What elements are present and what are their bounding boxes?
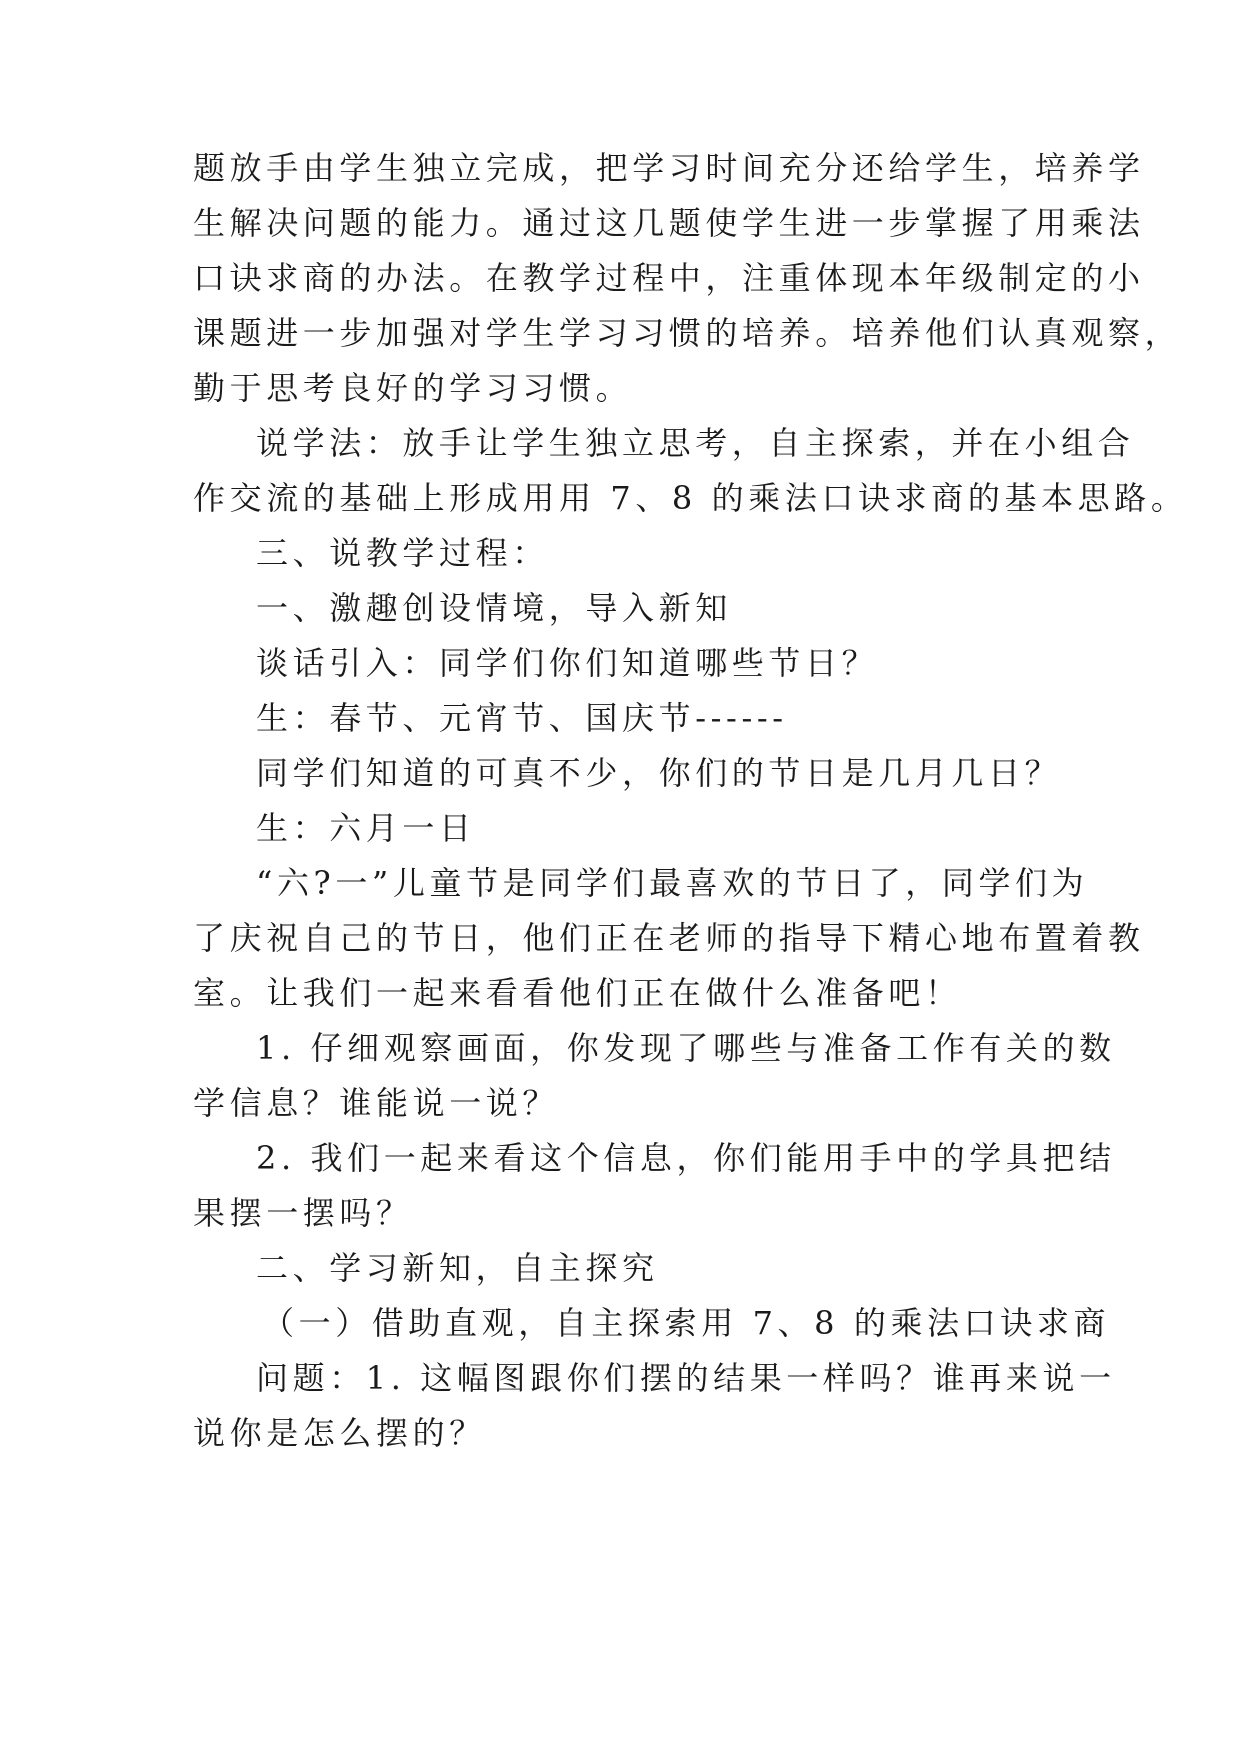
paragraph-line: 题放手由学生独立完成，把学习时间充分还给学生，培养学 — [193, 149, 1145, 187]
paragraph-line: 室。让我们一起来看看他们正在做什么准备吧！ — [193, 974, 962, 1012]
section-heading: 二、学习新知，自主探究 — [256, 1249, 659, 1287]
paragraph-line: 生：六月一日 — [256, 809, 476, 847]
paragraph-line: 同学们知道的可真不少，你们的节日是几月几日？ — [256, 754, 1062, 792]
paragraph-line: 说学法：放手让学生独立思考，自主探索，并在小组合 — [256, 424, 1135, 462]
subsection-heading: （一）借助直观，自主探索用 7、8 的乘法口诀求商 — [262, 1304, 1111, 1342]
paragraph-line: 谈话引入：同学们你们知道哪些节日？ — [256, 644, 879, 682]
paragraph-line: 作交流的基础上形成用用 7、8 的乘法口诀求商的基本思路。 — [193, 479, 1188, 517]
paragraph-line: 生：春节、元宵节、国庆节------ — [256, 699, 788, 737]
section-heading: 一、激趣创设情境，导入新知 — [256, 589, 732, 627]
paragraph-line: 课题进一步加强对学生学习习惯的培养。培养他们认真观察， — [193, 314, 1182, 352]
paragraph-line: 勤于思考良好的学习习惯。 — [193, 369, 633, 407]
paragraph-line: “六?一”儿童节是同学们最喜欢的节日了，同学们为 — [256, 864, 1089, 902]
paragraph-line: 果摆一摆吗？ — [193, 1194, 413, 1232]
paragraph-line: 口诀求商的办法。在教学过程中，注重体现本年级制定的小 — [193, 259, 1145, 297]
paragraph-line: 了庆祝自己的节日，他们正在老师的指导下精心地布置着教 — [193, 919, 1145, 957]
paragraph-line: 说你是怎么摆的？ — [193, 1414, 486, 1452]
section-heading: 三、说教学过程： — [256, 534, 549, 572]
paragraph-line: 2. 我们一起来看这个信息，你们能用手中的学具把结 — [256, 1139, 1116, 1177]
paragraph-line: 学信息？谁能说一说？ — [193, 1084, 560, 1122]
paragraph-line: 1. 仔细观察画面，你发现了哪些与准备工作有关的数 — [256, 1029, 1116, 1067]
paragraph-line: 问题：1. 这幅图跟你们摆的结果一样吗？谁再来说一 — [256, 1359, 1116, 1397]
paragraph-line: 生解决问题的能力。通过这几题使学生进一步掌握了用乘法 — [193, 204, 1145, 242]
